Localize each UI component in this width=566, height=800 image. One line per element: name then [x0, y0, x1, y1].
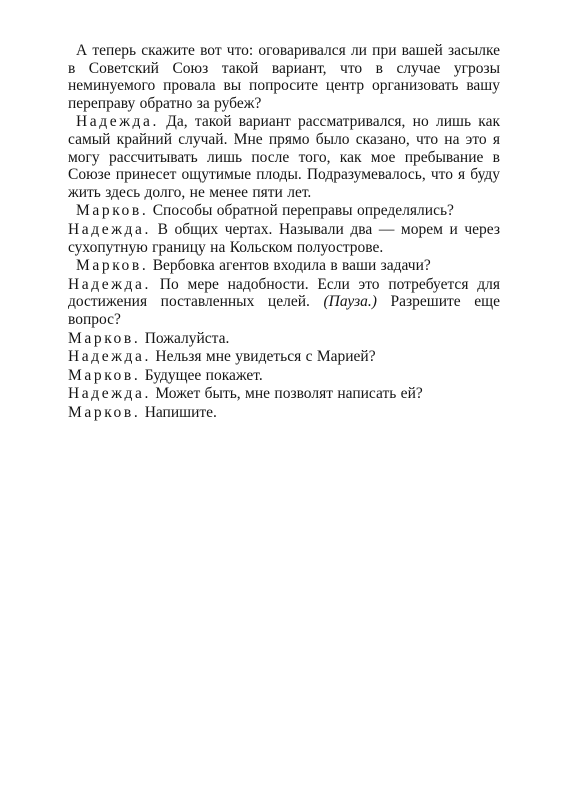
paragraph-text: Вербовка агентов входила в ваши задачи?: [148, 257, 431, 275]
paragraph-text-continued: Разрешите еще вопрос?: [68, 293, 500, 328]
paragraph-nadezhda-reply-3: [68, 276, 500, 329]
speaker-name: Марков.: [76, 257, 149, 275]
paragraph-nadezhda-reply-2: [68, 221, 500, 256]
paragraph-markov-3: [68, 330, 500, 348]
paragraph-nadezhda-reply-1: [68, 113, 500, 201]
stage-direction: (Пауза.): [323, 293, 377, 311]
speaker-name: Марков.: [68, 366, 141, 384]
paragraph-text: В общих чертах. Называли два — морем и через сухопутную границу на Кольском полуострове.: [68, 220, 500, 256]
paragraph-nadezhda-reply-4: [68, 348, 500, 366]
paragraph-text: А теперь скажите вот что: оговаривался ли при вашей засылке в Советский Союз такой вариант, что в случае угрозы неминуемого провала вы попросите центр организовать вашу переправу обратно за рубеж?: [68, 42, 500, 112]
paragraph-markov-1: [68, 202, 500, 220]
paragraph-text: Нельзя мне увидеться с Марией?: [151, 348, 376, 366]
paragraph-markov-5: [68, 404, 500, 422]
speaker-name: Марков.: [76, 202, 149, 220]
paragraph-text: Пожалуйста.: [140, 329, 230, 347]
dialogue-text-block: [68, 42, 500, 421]
paragraph-nadezhda-reply-5: [68, 385, 500, 403]
paragraph-markov-4: [68, 367, 500, 385]
speaker-name: Надежда.: [76, 113, 159, 131]
paragraph-text: По мере надобности. Если это потребуется для достижения поставленных целей.: [68, 275, 500, 311]
speaker-name: Надежда.: [68, 348, 151, 366]
paragraph-question: [68, 42, 500, 112]
paragraph-text: Напишите.: [140, 403, 217, 421]
speaker-name: Марков.: [68, 403, 141, 421]
paragraph-text: Способы обратной переправы определялись?: [148, 202, 454, 220]
paragraph-text: Да, такой вариант рассматривался, но лишь как самый крайний случай. Мне прямо было сказано, что на это я могу рассчитывать лишь после того, как мое пребывание в Союзе принесет ощутимые плоды. Подразумевалось, что я буду жить здесь долго, не менее пяти лет.: [68, 113, 500, 201]
speaker-name: Надежда.: [68, 385, 151, 403]
speaker-name: Надежда.: [68, 275, 151, 293]
paragraph-markov-2: [68, 257, 500, 275]
paragraph-text: Может быть, мне позволят написать ей?: [151, 385, 423, 403]
speaker-name: Марков.: [68, 329, 141, 347]
paragraph-text: Будущее покажет.: [140, 366, 263, 384]
speaker-name: Надежда.: [68, 220, 151, 238]
